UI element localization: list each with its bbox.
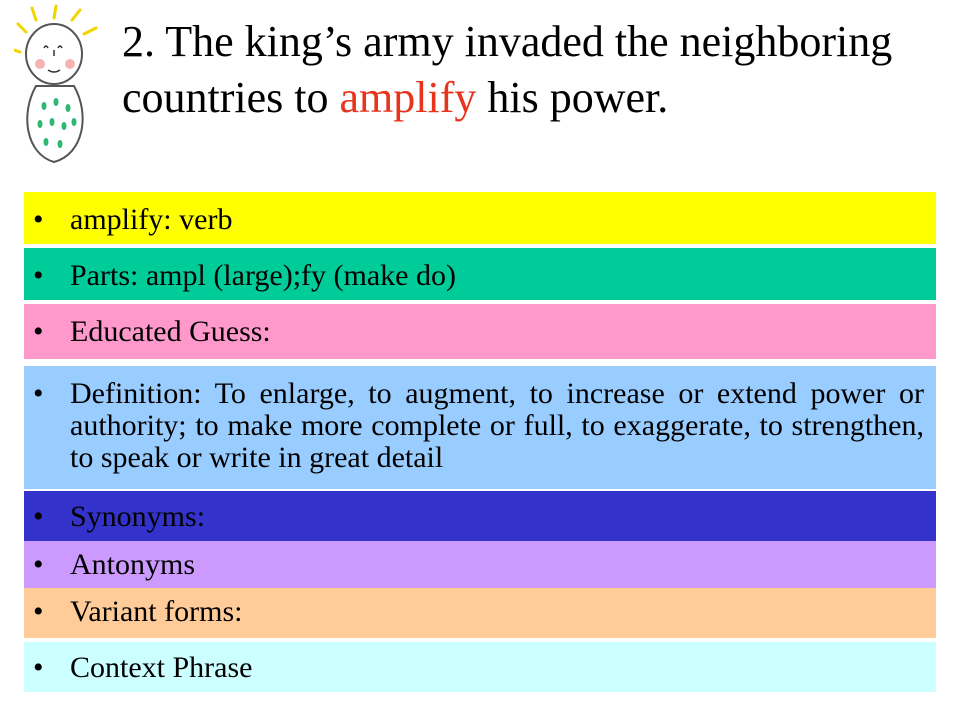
title-suffix: his power.	[476, 73, 669, 122]
row-educated-guess	[24, 304, 936, 359]
bullet: •	[33, 500, 44, 533]
slide-title	[122, 14, 942, 126]
cartoon-kid-icon	[14, 4, 114, 174]
bullet: •	[33, 651, 44, 684]
row-variant-forms	[24, 588, 936, 638]
bullet: •	[33, 203, 44, 236]
part-of-speech-text: amplify: verb	[70, 203, 233, 236]
bullet: •	[33, 377, 44, 410]
definition-text: Definition: To enlarge, to augment, to increase or extend power or authority; to make more complete or full, to exaggerate, to strengthen, to speak or write in great detail	[70, 377, 924, 474]
row-part-of-speech	[24, 192, 936, 244]
row-context-phrase	[24, 642, 936, 692]
row-definition	[24, 366, 936, 489]
row-antonyms	[24, 541, 936, 588]
row-synonyms	[24, 491, 936, 541]
bullet: •	[33, 595, 44, 628]
title-prefix: 2. The king’s army invaded the neighboring countries to	[122, 17, 893, 122]
bullet: •	[33, 259, 44, 292]
title-highlight-word: amplify	[339, 73, 477, 122]
variant-forms-text: Variant forms:	[70, 595, 243, 628]
bullet: •	[33, 315, 44, 348]
context-phrase-text: Context Phrase	[70, 651, 253, 684]
parts-text: Parts: ampl (large);fy (make do)	[70, 259, 456, 292]
bullet: •	[33, 548, 44, 581]
educated-guess-text: Educated Guess:	[70, 315, 271, 348]
row-parts	[24, 248, 936, 300]
antonyms-text: Antonyms	[70, 548, 196, 581]
synonyms-text: Synonyms:	[70, 500, 206, 533]
